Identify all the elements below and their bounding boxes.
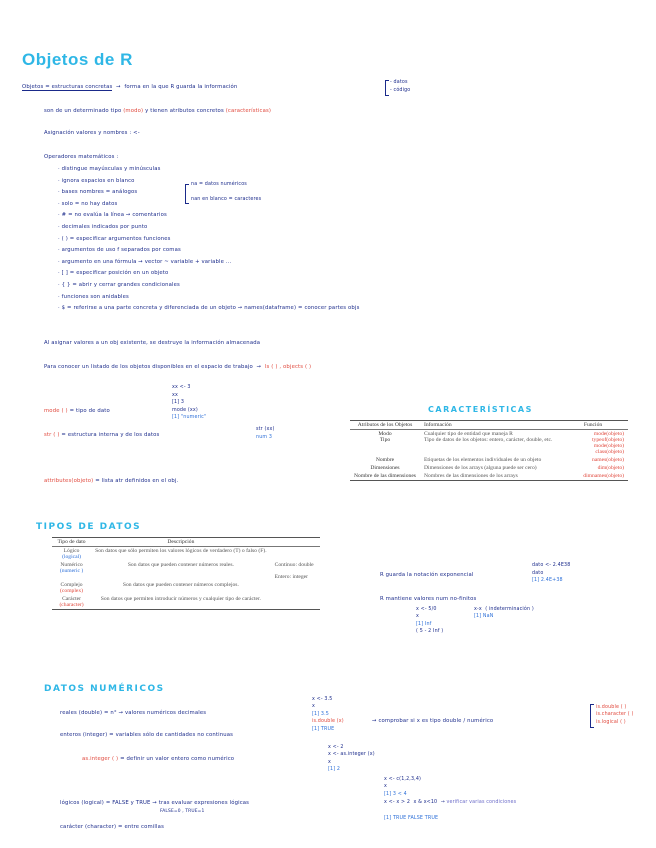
list-item: · ignora espacios en blanco	[58, 177, 135, 184]
code-line: x	[328, 759, 331, 765]
arrow-icon: →	[254, 364, 264, 370]
table-cell: mode(objeto) typeof(objeto) mode(objeto) class(objeto)	[592, 431, 624, 455]
code-line: x <- as.integer (x)	[328, 752, 375, 758]
atributos-text: y tienen atributos concretos	[145, 108, 224, 114]
code-line: x & x<10	[413, 800, 438, 805]
reales-line: reales (double) = n° → valores numéricos decimales	[60, 710, 207, 716]
intro-line	[22, 84, 237, 90]
code-line: dato	[532, 570, 544, 576]
is-functions	[596, 704, 634, 726]
table-cell: Numérico (numeric )	[59, 562, 84, 574]
tipo-line	[44, 108, 271, 114]
code-line: xx <- 3	[172, 385, 191, 390]
brace-datos: - datos	[390, 80, 408, 85]
code-line: [1] Inf	[416, 621, 432, 627]
comprobar-line	[372, 718, 493, 724]
asinteger-fn: as.integer ( )	[82, 756, 119, 762]
table-cell: Cualquier tipo de entidad que maneja R Tipo de datos de los objetos: entero, carácter, double, etc.	[424, 431, 553, 443]
caracteristicas-heading: CARACTERÍSTICAS	[428, 405, 533, 414]
brace-nan: nan en blanco = caracteres	[191, 197, 262, 202]
page-title: Objetos de R	[22, 50, 133, 69]
mode-line	[44, 408, 110, 414]
asinteger-line	[82, 756, 234, 762]
brace-icon	[385, 80, 389, 96]
table-cell	[271, 547, 320, 562]
table-row	[52, 595, 320, 610]
mode-desc: = tipo de dato	[69, 408, 110, 414]
table-row	[350, 456, 628, 464]
mode-example	[172, 384, 206, 422]
table-cell: Nombre de las dimensiones	[354, 473, 416, 479]
logicos-sub: FALSE=0 , TRUE=1	[160, 809, 205, 814]
table-cell	[271, 581, 320, 595]
str-line	[44, 432, 159, 438]
list-item: · decimales indicados por punto	[58, 223, 148, 230]
code-line: str (xx)	[256, 427, 275, 432]
mantiene-example-2	[474, 606, 534, 621]
brace-na: na = datos numéricos	[191, 182, 247, 187]
table-cell: Continuo: double Entero: integer	[274, 562, 314, 580]
table-cell: Etiquetas de los elementos individuales de un objeto	[424, 457, 542, 463]
modo-text: (modo)	[123, 108, 144, 114]
code-line: [1] 2.4E+38	[532, 578, 563, 584]
objetos-desc: forma en la que R guarda la información	[124, 84, 238, 90]
code-line: x <- 2	[328, 745, 344, 750]
code-line: x <- c(1,2,3,4)	[384, 777, 422, 782]
numericos-heading: DATOS NUMÉRICOS	[44, 684, 165, 694]
code-line: is.logical ( )	[596, 719, 626, 725]
asignacion-line: Asignación valores y nombres : <-	[44, 130, 140, 136]
table-row	[350, 464, 628, 472]
str-example	[256, 426, 275, 441]
code-line: mode (xx)	[172, 407, 198, 413]
mantiene-line: R mantiene valores num no-finitos	[380, 596, 477, 602]
arrow-icon: →	[114, 84, 123, 90]
asint-example	[328, 744, 375, 774]
column-header: Información	[424, 422, 452, 428]
conocer-text: Para conocer un listado de los objetos disponibles en el espacio de trabajo	[44, 364, 253, 370]
guarda-example	[532, 562, 570, 585]
tipos-heading: TIPOS DE DATOS	[36, 522, 142, 532]
table-cell: dim(objeto)	[597, 465, 624, 471]
table-cell: Son datos que pueden contener números reales.	[127, 562, 234, 568]
code-note: verificar varias condiciones	[446, 800, 517, 805]
list-item: · solo = no hay datos	[58, 200, 118, 207]
list-item: · bases nombres = análogos	[58, 189, 138, 196]
conocer-line	[44, 364, 311, 370]
column-header	[271, 538, 320, 547]
comprobar-text: comprobar si x es tipo double / numérico	[378, 718, 494, 724]
code-line: [1]	[384, 816, 392, 821]
logicos-example-2	[384, 800, 516, 805]
str-desc: = estructura interna y de los datos	[61, 432, 160, 438]
brace-icon	[185, 184, 189, 204]
code-line: x	[384, 784, 387, 790]
code-line: x	[312, 704, 315, 710]
code-line: num 3	[256, 434, 273, 440]
table-row	[52, 547, 320, 562]
attributes-desc: = lista atr definidos en el obj.	[95, 478, 179, 484]
mode-fn: mode ( )	[44, 408, 68, 414]
code-line: [1] "numeric"	[172, 415, 207, 421]
table-row	[52, 581, 320, 595]
table-cell: Dimensiones de los arrays (alguna puede ser cero)	[424, 465, 537, 471]
list-item: · $ = referirse a una parte concreta y diferenciada de un objeto → names(dataframe) = conocer partes objs	[58, 305, 360, 312]
table-cell: Lógico (logical)	[62, 548, 82, 560]
list-item: · distingue mayúsculas y minúsculas	[58, 166, 161, 172]
code-line: [1] TRUE	[312, 726, 335, 732]
code-line: x	[416, 614, 419, 620]
logicos-example	[384, 776, 421, 798]
code-line: TRUE FALSE TRUE	[392, 816, 439, 821]
code-line: dato <- 2.4E38	[532, 563, 571, 568]
list-item: · argumentos de uso f separados por comas	[58, 247, 181, 254]
code-line: [1] 3.5	[312, 711, 329, 717]
table-cell: Nombre	[375, 457, 395, 463]
list-item: · [ ] = especificar posición en un objeto	[58, 270, 169, 277]
table-cell	[271, 595, 320, 610]
asinteger-desc: = definir un valor entero como numérico	[120, 756, 235, 762]
arrow-icon: →	[372, 718, 379, 724]
code-line: is.double ( )	[596, 705, 627, 710]
code-line: is.double (x)	[312, 719, 344, 725]
code-line: [1] 2	[328, 767, 341, 773]
list-item: · { } = abrir y cerrar grandes condicionales	[58, 281, 180, 288]
attributes-line	[44, 478, 178, 484]
caracteristicas-text: (características)	[225, 108, 272, 114]
objetos-def: Objetos = estructuras concretas	[22, 84, 113, 90]
column-header: Descripción	[167, 539, 195, 545]
code-line: ( 5 - 2 Inf )	[416, 629, 444, 635]
asignar-line: Al asignar valores a un obj existente, se destruye la información almacenada	[44, 340, 261, 346]
table-row	[52, 561, 320, 581]
mantiene-example	[416, 606, 443, 636]
table-cell: Son datos que sólo permiten los valores lógicos de verdadero (T) o falso (F).	[95, 548, 267, 554]
ls-text: ls ( ) , objects ( )	[264, 364, 312, 370]
brace-codigo: - código	[390, 88, 411, 93]
code-line: [1] NaN	[474, 614, 494, 620]
code-line: xx	[172, 392, 178, 398]
operadores-title: Operadores matemáticos :	[44, 154, 119, 160]
tipo-text: son de un determinado tipo	[44, 108, 122, 114]
code-line: is.character ( )	[596, 712, 634, 718]
str-fn: str ( )	[44, 432, 60, 438]
list-item: · # = no evalúa la línea → comentarios	[58, 212, 167, 219]
code-line: x-x	[474, 607, 482, 612]
list-item: · ( ) = especificar argumentos funciones	[58, 235, 171, 242]
caracter-line: carácter (character) = entre comillas	[60, 824, 164, 830]
code-note: ( indeterminación )	[485, 607, 534, 612]
code-line: [1] 3	[172, 400, 185, 406]
table-cell: Son datos que permiten introducir números y cualquier tipo de carácter.	[100, 596, 261, 602]
table-cell: names(objeto)	[592, 457, 624, 463]
code-line: x <- x > 2	[384, 800, 411, 805]
table-cell: Complejo (complex)	[60, 582, 84, 594]
table-row	[350, 472, 628, 481]
reales-example	[312, 696, 344, 733]
attributes-fn: attributes(objeto)	[44, 478, 94, 484]
table-cell: Nombres de las dimensiones de los arrays	[424, 473, 518, 479]
code-line: x <- 3.5	[312, 697, 333, 702]
table-cell: Carácter (character)	[59, 596, 84, 608]
list-item: · funciones son anidables	[58, 293, 129, 300]
logicos-line: lógicos (logical) = FALSE y TRUE → tras evaluar expresiones lógicas	[60, 800, 250, 806]
logicos-result	[384, 816, 438, 821]
tipos-table	[52, 537, 320, 610]
table-cell: Son datos que pueden contener números complejos.	[122, 582, 239, 588]
arrow-icon: →	[438, 800, 447, 805]
caracteristicas-table	[350, 420, 628, 481]
table-row	[350, 430, 628, 457]
column-header: Función	[583, 422, 603, 428]
table-cell: Dimensiones	[370, 465, 400, 471]
code-line: x <- 5/0	[416, 607, 437, 612]
code-line: [1] 3 < 4	[384, 791, 407, 797]
enteros-line: enteros (integer) = variables sólo de cantidades no continuas	[60, 732, 234, 738]
list-item: · argumento en una fórmula → vector ~ variable + variable ...	[58, 258, 232, 265]
table-cell: dimnames(objeto)	[583, 473, 624, 479]
brace-icon	[590, 704, 594, 728]
column-header: Atributos de los Objetos	[357, 422, 413, 428]
column-header: Tipo de dato	[57, 539, 86, 545]
table-cell: Modo Tipo	[378, 431, 392, 443]
guarda-line: R guarda la notación exponencial	[380, 572, 474, 578]
